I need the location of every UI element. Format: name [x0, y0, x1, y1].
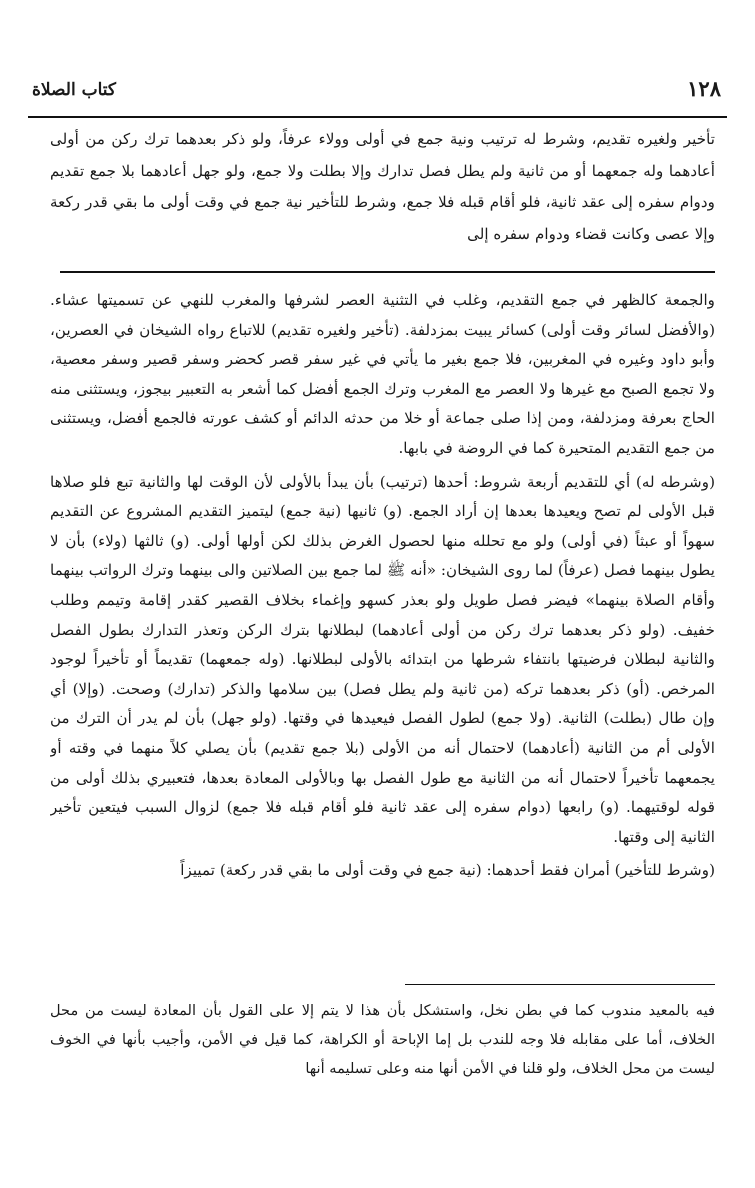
main-text: [50, 124, 715, 264]
book-title: كتاب الصلاة: [32, 80, 117, 100]
commentary-paragraph-3: (وشرط للتأخير) أمران فقط أحدهما: (نية جمع في وقت أولى ما بقي قدر ركعة) تمييزاً: [180, 861, 715, 880]
footnote-divider: [405, 984, 715, 985]
footnote-paragraph: فيه بالمعيد مندوب كما في بطن نخل، واستشكل بأن هذا لا يتم إلا على القول بأن المعادة ليست من محل الخلاف، أما على مقابله فلا وجه للندب بل إما الإباحة أو الكراهة، كما قيل في الأمن، وأجيب بأنها في الخوف ليست من محل الخلاف، ولو قلنا في الأمن أنها منه وعلى تسليمه أنها: [50, 1002, 715, 1077]
page-header: [28, 74, 727, 108]
main-text-paragraph: تأخير ولغيره تقديم، وشرط له ترتيب ونية جمع في أولى وولاء عرفاً، ولو ذكر بعدهما ترك ركن من أولى أعادهما وله جمعهما أو من ثانية ولم يطل فصل تدارك وإلا بطلت ولا جمع، ولو جهل أعادهما بلا جمع تقديم ودوام سفره إلى عقد ثانية، فلو أقام قبله فلا جمع، وشرط للتأخير نية جمع في وقت أولى ما بقي قدر ركعة وإلا عصى وكانت قضاء ودوام سفره إلى: [50, 130, 715, 243]
page-number: ١٢٨: [687, 76, 721, 101]
commentary-paragraph-2: (وشرطه له) أي للتقديم أربعة شروط: أحدها (ترتيب) بأن يبدأ بالأولى لأن الوقت لها والثانية تبع فلو صلاها قبل الأولى لم تصح ويعيدها بعدها إن أراد الجمع. (و) ثانيها (نية جمع) ليتميز التقديم المشروع عن التقديم سهواً أو عبثاً (في أولى) ولو مع تحلله منها لحصول الغرض بذلك لكن أولها أولى. (و) ثالثها (ولاء) بأن لا يطول بينهما فصل (عرفاً) لما روى الشيخان: «أنه ﷺ لما جمع بين الصلاتين والى بينهما وترك الرواتب بينهما وأقام الصلاة بينهما» فيضر فصل طويل ولو بعذر كسهو وإغماء بخلاف القصير كقدر إقامة وتيمم وطلب خفيف. (ولو ذكر بعدهما ترك ركن من أولى أعادهما) لبطلانها بترك الركن وتعذر التدارك بطول الفصل والثانية لبطلان فرضيتها بانتفاء شرطها من ابتدائه بالأولى لبطلانها. (وله جمعهما) تقديماً أو تأخيراً لوجود المرخص. (أو) ذكر بعدهما تركه (من ثانية ولم يطل فصل) بين سلامها والذكر (تدارك) وصحت. (وإلا) أي وإن طال (بطلت) الثانية. (ولا جمع) لطول الفصل فيعيدها في وقتها. (ولو جهل) بأن لم يدر أن الترك من الأولى أم من الثانية (أعادهما) لاحتمال أنه من الأولى (بلا جمع تقديم) بأن يصلي كلاً منهما في وقته أو يجمعهما تأخيراً لاحتمال أنه من الثانية مع طول الفصل بها وبالأولى المعادة بعدها، فتعبيري بذلك أولى من قوله لوقتيهما. (و) رابعها (دوام سفره إلى عقد ثانية فلو أقام قبله فلا جمع) لزوال السبب فيتعين تأخير الثانية إلى وقتها.: [50, 472, 715, 846]
commentary-paragraph-1: والجمعة كالظهر في جمع التقديم، وغلب في التثنية العصر لشرفها والمغرب للنهي عن تسميتها عشاء. (والأفضل لسائر وقت أولى) كسائر يبيت بمزدلفة. (تأخير ولغيره تقديم) للاتباع رواه الشيخان في العصرين، وأبو داود وغيره في المغربين، فلا جمع بغير ما يأتي في غير سفر قصر كحضر وسفر قصير وسفر معصية، ولا تجمع الصبح مع غيرها ولا العصر مع المغرب وترك الجمع أفضل كما أشعر به التعبير بيجوز، ويستثنى منه الحاج بعرفة ومزدلفة، ومن إذا صلى جماعة أو خلا من حدثه الدائم أو كشف عورته فالجمع أفضل، ويستثنى من جمع التقديم المتحيرة كما في الروضة في بابها.: [50, 291, 715, 457]
commentary-text: [50, 286, 715, 1076]
header-divider: [28, 116, 727, 118]
main-commentary-divider: [60, 271, 715, 273]
footnote: [50, 996, 715, 1096]
